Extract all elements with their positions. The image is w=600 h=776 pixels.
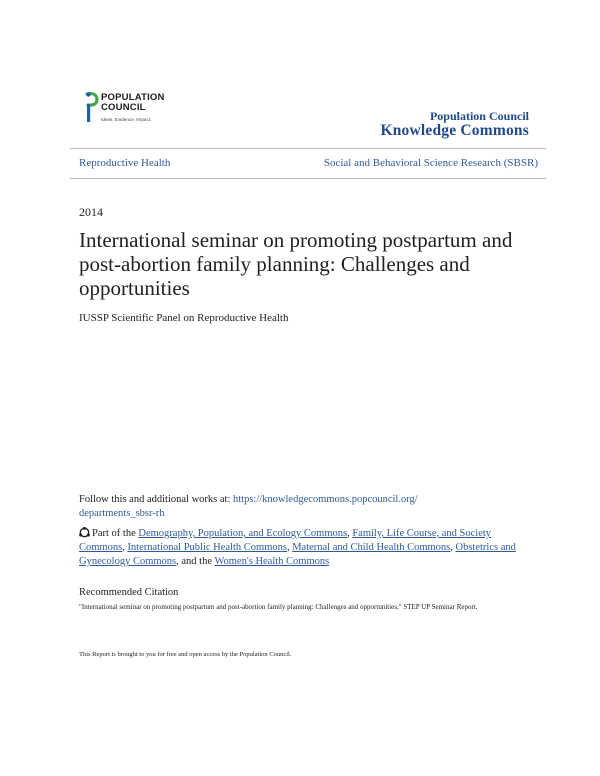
separator: , xyxy=(347,528,353,539)
logo-tagline: Ideas. Evidence. Impact. xyxy=(101,117,152,122)
document-title: International seminar on promoting postpartum and post-abortion family planning: Challenges and opportunities xyxy=(79,228,513,300)
commons-link-public-health[interactable]: International Public Health Commons xyxy=(127,542,287,553)
series-link-reproductive-health[interactable]: Reproductive Health xyxy=(79,157,171,169)
network-share-icon xyxy=(79,527,90,538)
logo-line-1: POPULATION xyxy=(101,92,165,103)
separator: , xyxy=(286,542,293,553)
population-council-mark-icon xyxy=(84,90,100,126)
commons-link-family[interactable]: Family, Life Course, and Society Commons xyxy=(79,528,492,553)
recommended-citation-text: "International seminar on promoting postpartum and post-abortion family planning: Challenges and opportunities," STEP UP Seminar Report. xyxy=(79,603,478,611)
recommended-citation-label: Recommended Citation xyxy=(79,587,179,598)
open-access-note: This Report is brought to you for free and open access by the Population Council. xyxy=(79,651,292,658)
repository-subtitle[interactable]: Population Council xyxy=(429,109,529,123)
commons-link-womens-health[interactable]: Women's Health Commons xyxy=(214,556,330,567)
publication-year: 2014 xyxy=(79,205,103,219)
series-link-sbsr[interactable]: Social and Behavioral Science Research (SBSR) xyxy=(323,157,538,169)
part-of-prefix: Part of the xyxy=(92,528,139,539)
logo-line-2: COUNCIL xyxy=(101,102,146,113)
commons-link-maternal-child[interactable]: Maternal and Child Health Commons xyxy=(292,542,451,553)
document-author: IUSSP Scientific Panel on Reproductive Health xyxy=(79,312,289,324)
follow-works-line xyxy=(79,493,519,521)
series-divider xyxy=(70,178,546,179)
follow-url-link-part2[interactable]: departments_sbsr-rh xyxy=(79,508,165,519)
commons-link-obgyn[interactable]: Obstetrics and Gynecology Commons xyxy=(79,542,516,567)
separator: , xyxy=(450,542,456,553)
and-the: , and the xyxy=(176,556,215,567)
top-divider xyxy=(70,148,546,149)
separator: , xyxy=(122,542,128,553)
population-council-logo[interactable] xyxy=(84,90,194,130)
follow-url-link-part1[interactable]: https://knowledgecommons.popcouncil.org/ xyxy=(233,494,418,505)
part-of-commons xyxy=(79,527,529,569)
repository-title[interactable]: Knowledge Commons xyxy=(380,122,529,139)
commons-link-demography[interactable]: Demography, Population, and Ecology Commons xyxy=(138,528,348,539)
follow-prefix: Follow this and additional works at: xyxy=(79,494,233,505)
